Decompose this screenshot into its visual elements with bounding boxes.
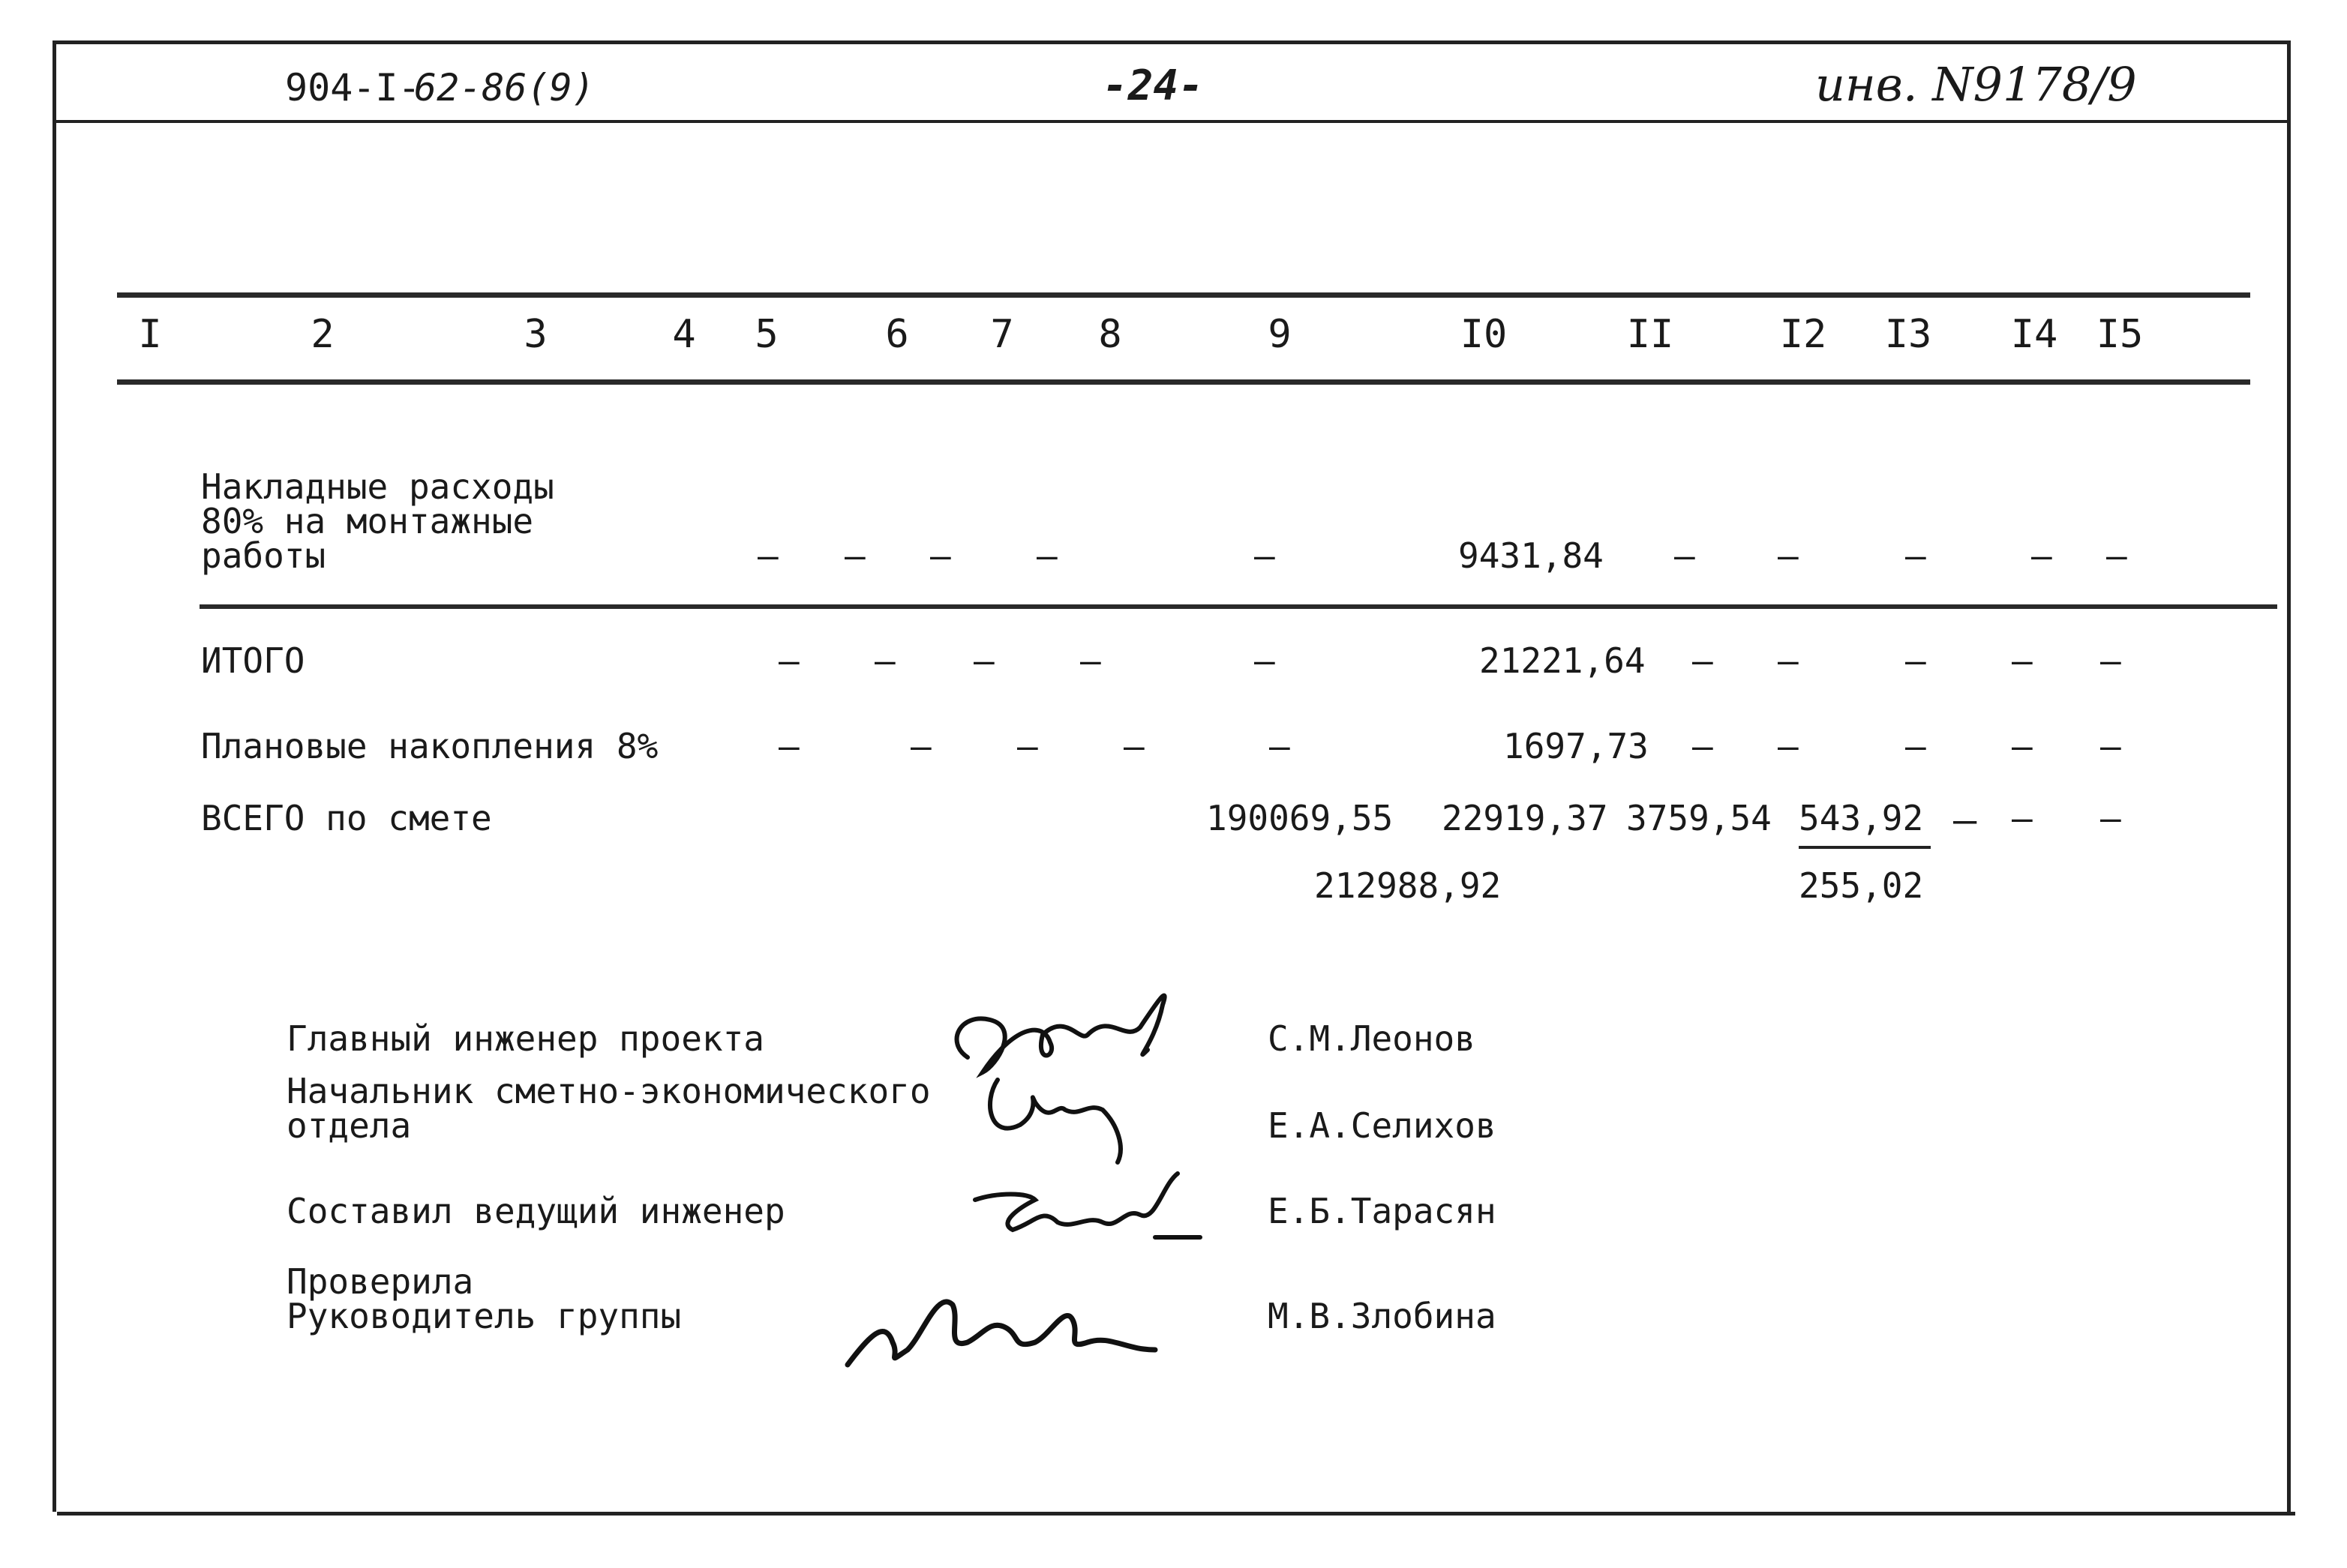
total-col7: – bbox=[974, 640, 995, 681]
total-col11: – bbox=[1692, 640, 1713, 681]
column-header-3: 3 bbox=[524, 312, 548, 357]
signatory-4-role-line1: Проверила bbox=[287, 1261, 474, 1302]
grand-total-col13: – bbox=[1953, 798, 1977, 843]
column-header-13: I3 bbox=[1884, 312, 1932, 357]
signatory-4-role-line2: Руководитель группы bbox=[287, 1296, 682, 1336]
signature-leonov bbox=[938, 975, 1193, 1170]
overhead-col8: – bbox=[1037, 535, 1058, 576]
column-header-12: I2 bbox=[1779, 312, 1827, 357]
header-rule bbox=[54, 120, 2291, 123]
grand-total-sum-9-10: 212988,92 bbox=[1314, 865, 1502, 906]
total-label: ИТОГО bbox=[201, 640, 305, 681]
planned-col10: 1697,73 bbox=[1503, 726, 1649, 766]
signature-zlobina bbox=[840, 1275, 1170, 1380]
overhead-col11: – bbox=[1674, 535, 1695, 576]
planned-col14: – bbox=[2012, 726, 2033, 766]
total-col13: – bbox=[1905, 640, 1926, 681]
column-header-14: I4 bbox=[2010, 312, 2058, 357]
planned-label: Плановые накопления 8% bbox=[201, 726, 659, 766]
planned-col6: – bbox=[911, 726, 932, 766]
column-header-6: 6 bbox=[885, 312, 909, 357]
signatory-2-name: Е.А.Селихов bbox=[1268, 1105, 1496, 1146]
total-col5: – bbox=[779, 640, 800, 681]
planned-col15: – bbox=[2100, 726, 2121, 766]
signatory-1-role: Главный инженер проекта bbox=[287, 1018, 764, 1059]
planned-col12: – bbox=[1778, 726, 1799, 766]
column-header-1: I bbox=[138, 312, 162, 357]
page-bottom-border bbox=[57, 1512, 2295, 1516]
grand-total-col11: 3759,54 bbox=[1626, 798, 1772, 838]
total-col12: – bbox=[1778, 640, 1799, 681]
total-col15: – bbox=[2100, 640, 2121, 681]
overhead-label-line1: Накладные расходы bbox=[201, 466, 554, 507]
grand-total-col14: – bbox=[2012, 798, 2033, 838]
signatory-2-role-line1: Начальник сметно-экономического bbox=[287, 1071, 931, 1111]
column-header-11: II bbox=[1626, 312, 1674, 357]
column-header-2: 2 bbox=[311, 312, 335, 357]
doc-code-handwritten: 62-86(9) bbox=[414, 66, 595, 109]
column-header-9: 9 bbox=[1268, 312, 1292, 357]
planned-col5: – bbox=[779, 726, 800, 766]
grand-total-col10: 22919,37 bbox=[1442, 798, 1608, 838]
grand-total-col12-underline bbox=[1799, 846, 1931, 849]
doc-code: 904-I- bbox=[285, 66, 421, 109]
overhead-label-line2: 80% на монтажные bbox=[201, 501, 534, 541]
column-header-5: 5 bbox=[755, 312, 779, 357]
total-col14: – bbox=[2012, 640, 2033, 681]
signatory-4-name: М.В.Злобина bbox=[1268, 1296, 1496, 1336]
planned-col9: – bbox=[1269, 726, 1290, 766]
total-col8: – bbox=[1080, 640, 1101, 681]
page-number: -24- bbox=[1103, 61, 1204, 110]
table-header-bottom-rule bbox=[117, 379, 2250, 385]
overhead-col5: – bbox=[758, 535, 779, 576]
planned-col8: – bbox=[1124, 726, 1145, 766]
overhead-col15: – bbox=[2106, 535, 2127, 576]
planned-col13: – bbox=[1905, 726, 1926, 766]
total-col6: – bbox=[875, 640, 896, 681]
subtotal-rule bbox=[200, 604, 2277, 609]
column-header-7: 7 bbox=[990, 312, 1014, 357]
overhead-col7: – bbox=[930, 535, 951, 576]
grand-total-col9: 190069,55 bbox=[1206, 798, 1394, 838]
grand-total-col15: – bbox=[2100, 798, 2121, 838]
column-header-15: I5 bbox=[2096, 312, 2144, 357]
column-header-8: 8 bbox=[1098, 312, 1122, 357]
overhead-col12: – bbox=[1778, 535, 1799, 576]
signatory-2-role-line2: отдела bbox=[287, 1105, 412, 1146]
overhead-label-line3: работы bbox=[201, 535, 326, 576]
total-col9: – bbox=[1254, 640, 1275, 681]
overhead-col10: 9431,84 bbox=[1458, 535, 1604, 576]
column-header-10: I0 bbox=[1460, 312, 1508, 357]
signatory-1-name: С.М.Леонов bbox=[1268, 1018, 1475, 1059]
signature-tarasyan bbox=[968, 1170, 1208, 1252]
signatory-3-role: Составил ведущий инженер bbox=[287, 1191, 785, 1231]
grand-total-label: ВСЕГО по смете bbox=[201, 798, 492, 838]
overhead-col14: – bbox=[2031, 535, 2052, 576]
total-col10: 21221,64 bbox=[1479, 640, 1646, 681]
overhead-col9: – bbox=[1254, 535, 1275, 576]
overhead-col6: – bbox=[845, 535, 866, 576]
planned-col11: – bbox=[1692, 726, 1713, 766]
table-top-rule bbox=[117, 292, 2250, 298]
inventory-number: инв. N9178/9 bbox=[1815, 57, 2137, 112]
grand-total-col12: 543,92 bbox=[1799, 798, 1924, 838]
column-header-4: 4 bbox=[672, 312, 696, 357]
overhead-col13: – bbox=[1905, 535, 1926, 576]
planned-col7: – bbox=[1017, 726, 1038, 766]
grand-total-col12-sub: 255,02 bbox=[1799, 865, 1924, 906]
signatory-3-name: Е.Б.Тарасян bbox=[1268, 1191, 1496, 1231]
